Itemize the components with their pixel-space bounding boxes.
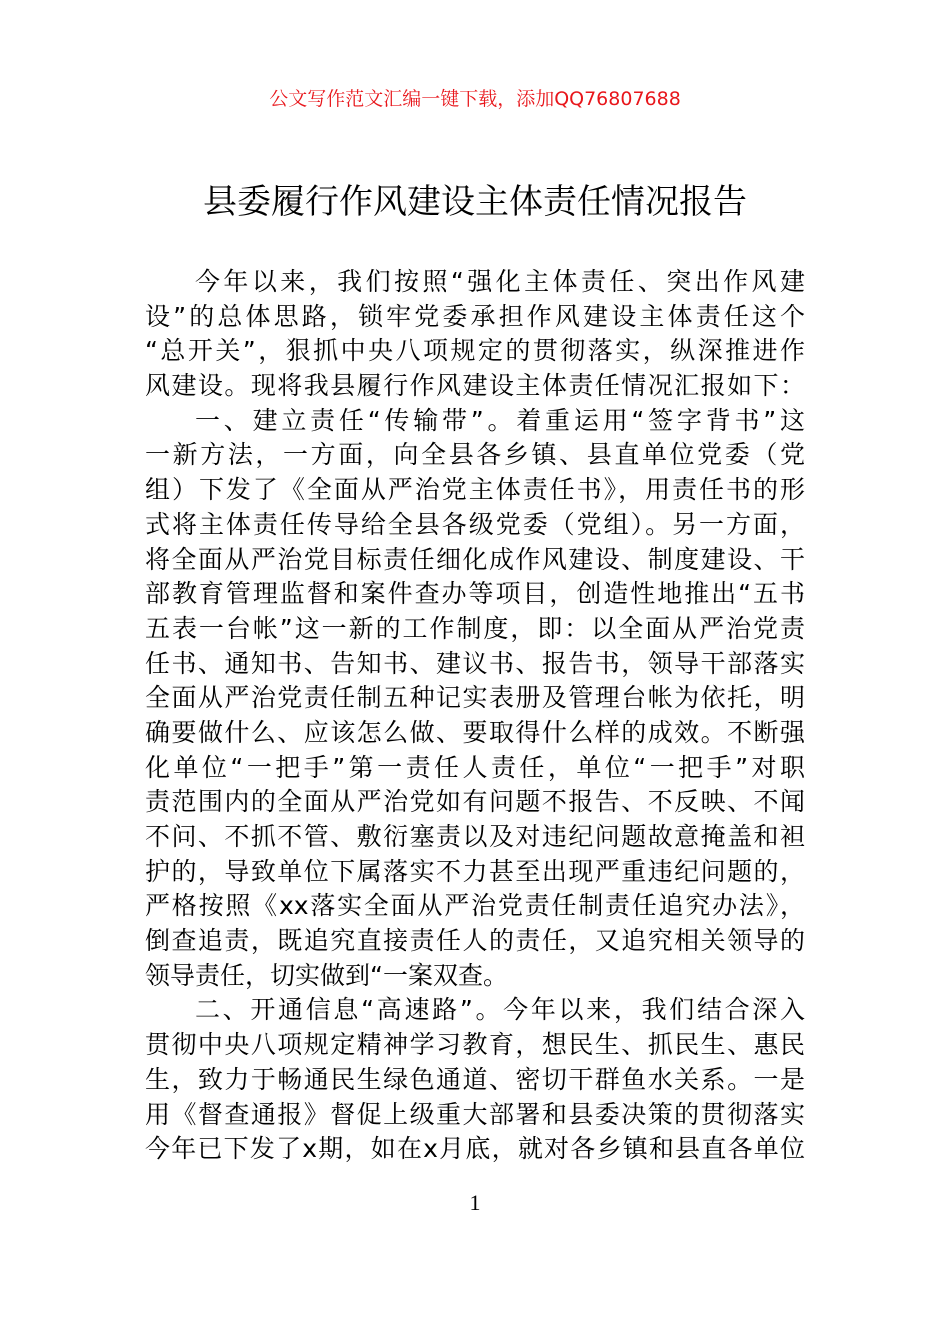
- text-line: 化单位“一把手”第一责任人责任，单位“一把手”对职: [145, 752, 805, 782]
- text-line: 式将主体责任传导给全县各级党委（党组）。另一方面，: [145, 509, 805, 539]
- text-line: 倒查追责，既追究直接责任人的责任，又追究相关领导的: [145, 926, 805, 956]
- text-line: 确要做什么、应该怎么做、要取得什么样的成效。不断强: [145, 717, 805, 747]
- text-line: 今年已下发了x期，如在x月底，就对各乡镇和县直各单位: [145, 1134, 805, 1164]
- download-banner: 公文写作范文汇编一键下载，添加QQ76807688: [269, 88, 681, 110]
- text-line: 生，致力于畅通民生绿色通道、密切干群鱼水关系。一是: [145, 1064, 805, 1094]
- text-line: 风建设。现将我县履行作风建设主体责任情况汇报如下：: [145, 371, 805, 401]
- text-line: 一新方法，一方面，向全县各乡镇、县直单位党委（党: [145, 440, 805, 470]
- page-number: 1: [469, 1190, 481, 1215]
- text-line: 一、建立责任“传输带”。着重运用“签字背书”这: [195, 405, 805, 435]
- text-line: 今年以来，我们按照“强化主体责任、突出作风建: [195, 267, 805, 296]
- text-line: 领导责任，切实做到“一案双查。: [145, 960, 508, 990]
- text-line: 五表一台帐”这一新的工作制度，即：以全面从严治党责: [145, 613, 805, 643]
- document-body: [145, 265, 805, 1167]
- text-line: 用《督查通报》督促上级重大部署和县委决策的贯彻落实: [145, 1099, 805, 1129]
- text-line: 组）下发了《全面从严治党主体责任书》，用责任书的形: [145, 475, 805, 505]
- text-line: 设”的总体思路，锁牢党委承担作风建设主体责任这个: [145, 301, 805, 331]
- text-line: 严格按照《xx落实全面从严治党责任制责任追究办法》，: [145, 891, 805, 921]
- text-line: 不问、不抓不管、敷衍塞责以及对违纪问题故意掩盖和袒: [145, 822, 805, 851]
- text-line: 部教育管理监督和案件查办等项目，创造性地推出“五书: [145, 579, 805, 609]
- text-line: 责范围内的全面从严治党如有问题不报告、不反映、不闻: [145, 787, 805, 817]
- text-line: 将全面从严治党目标责任细化成作风建设、制度建设、干: [145, 544, 805, 574]
- text-line: 全面从严治党责任制五种记实表册及管理台帐为依托，明: [145, 683, 805, 713]
- text-line: 二、开通信息“高速路”。今年以来，我们结合深入: [195, 995, 805, 1025]
- document-title: 县委履行作风建设主体责任情况报告: [203, 182, 747, 222]
- text-line: 任书、通知书、告知书、建议书、报告书，领导干部落实: [145, 648, 805, 678]
- text-line: “总开关”，狠抓中央八项规定的贯彻落实，纵深推进作: [145, 336, 805, 366]
- text-line: 贯彻中央八项规定精神学习教育，想民生、抓民生、惠民: [145, 1030, 805, 1060]
- text-line: 护的，导致单位下属落实不力甚至出现严重违纪问题的，: [145, 856, 805, 886]
